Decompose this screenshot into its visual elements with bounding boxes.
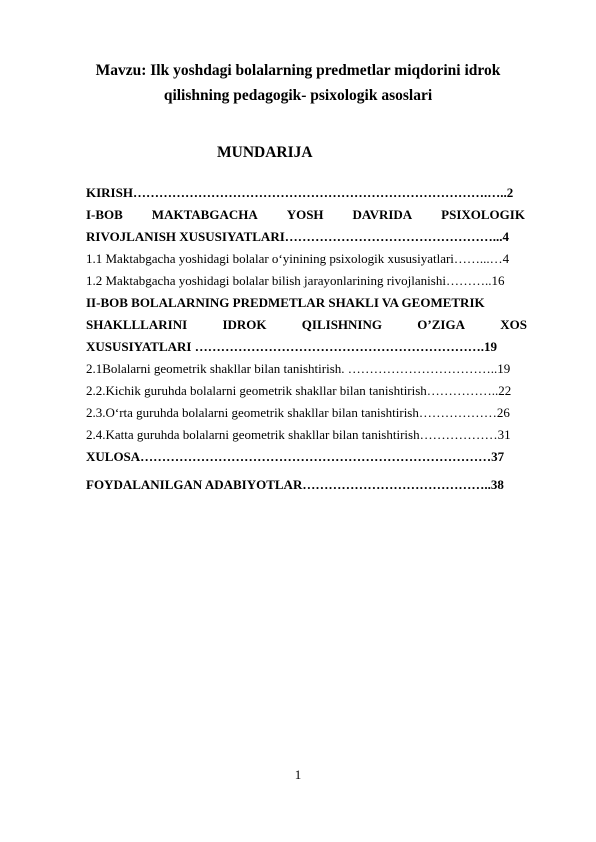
toc-word: O’ZIGA [417,317,465,332]
page-number: 1 [294,767,302,782]
toc-entry-chapter-2-line-1: II-BOB BOLALARNING PREDMETLAR SHAKLI VA GEOMETRIK [86,295,485,310]
toc-word: MAKTABGACHA [151,207,258,222]
toc-word: DAVRIDA [352,207,413,222]
toc-word: SHAKLLLARINI [86,317,188,332]
document-title [60,58,536,108]
toc-entry-chapter-2-line-2 [86,317,543,333]
toc-entry-chapter-1-line-1 [86,207,543,223]
toc-entry-section-2-2: 2.2.Kichik guruhda bolalarni geometrik shakllar bilan tanishtirish……………..22 [86,383,512,398]
toc-entry-chapter-1-line-2: RIVOJLANISH XUSUSIYATLARI…………………………………………...4 [86,229,510,244]
toc-entry-kirish: KIRISH……………………………………………………………………….…..2 [86,185,514,200]
title-line-2: qilishning pedagogik- psixologik asoslari [163,87,433,104]
toc-word: XOS [500,317,527,332]
toc-entry-section-2-3: 2.3.O‘rta guruhda bolalarni geometrik shakllar bilan tanishtirish………………26 [86,405,510,420]
toc-word: I-BOB [86,207,123,222]
toc-word: YOSH [286,207,324,222]
toc-word: PSIXOLOGIK [441,207,525,222]
toc-word: QILISHNING [301,317,382,332]
toc-entry-chapter-2-line-3: XUSUSIYATLARI ………………………………………………………….19 [86,339,497,354]
toc-entry-section-1-1: 1.1 Maktabgacha yoshidagi bolalar o‘yinining psixologik xususiyatlari……...…4 [86,251,510,266]
toc-word: IDROK [222,317,267,332]
toc-entry-section-2-1: 2.1Bolalarni geometrik shakllar bilan tanishtirish. ……………………………..19 [86,361,511,376]
contents-heading: MUNDARIJA [217,144,313,161]
toc-entry-adabiyotlar: FOYDALANILGAN ADABIYOTLAR……………………………………..38 [86,477,504,492]
toc-entry-section-2-4: 2.4.Katta guruhda bolalarni geometrik shakllar bilan tanishtirish………………31 [86,427,511,442]
toc-entry-xulosa: XULOSA………………………………………………………………………37 [86,449,505,464]
title-line-1: Mavzu: Ilk yoshdagi bolalarning predmetlar miqdorini idrok [95,62,501,79]
toc-entry-section-1-2: 1.2 Maktabgacha yoshidagi bolalar bilish jarayonlarining rivojlanishi………..16 [86,273,505,288]
